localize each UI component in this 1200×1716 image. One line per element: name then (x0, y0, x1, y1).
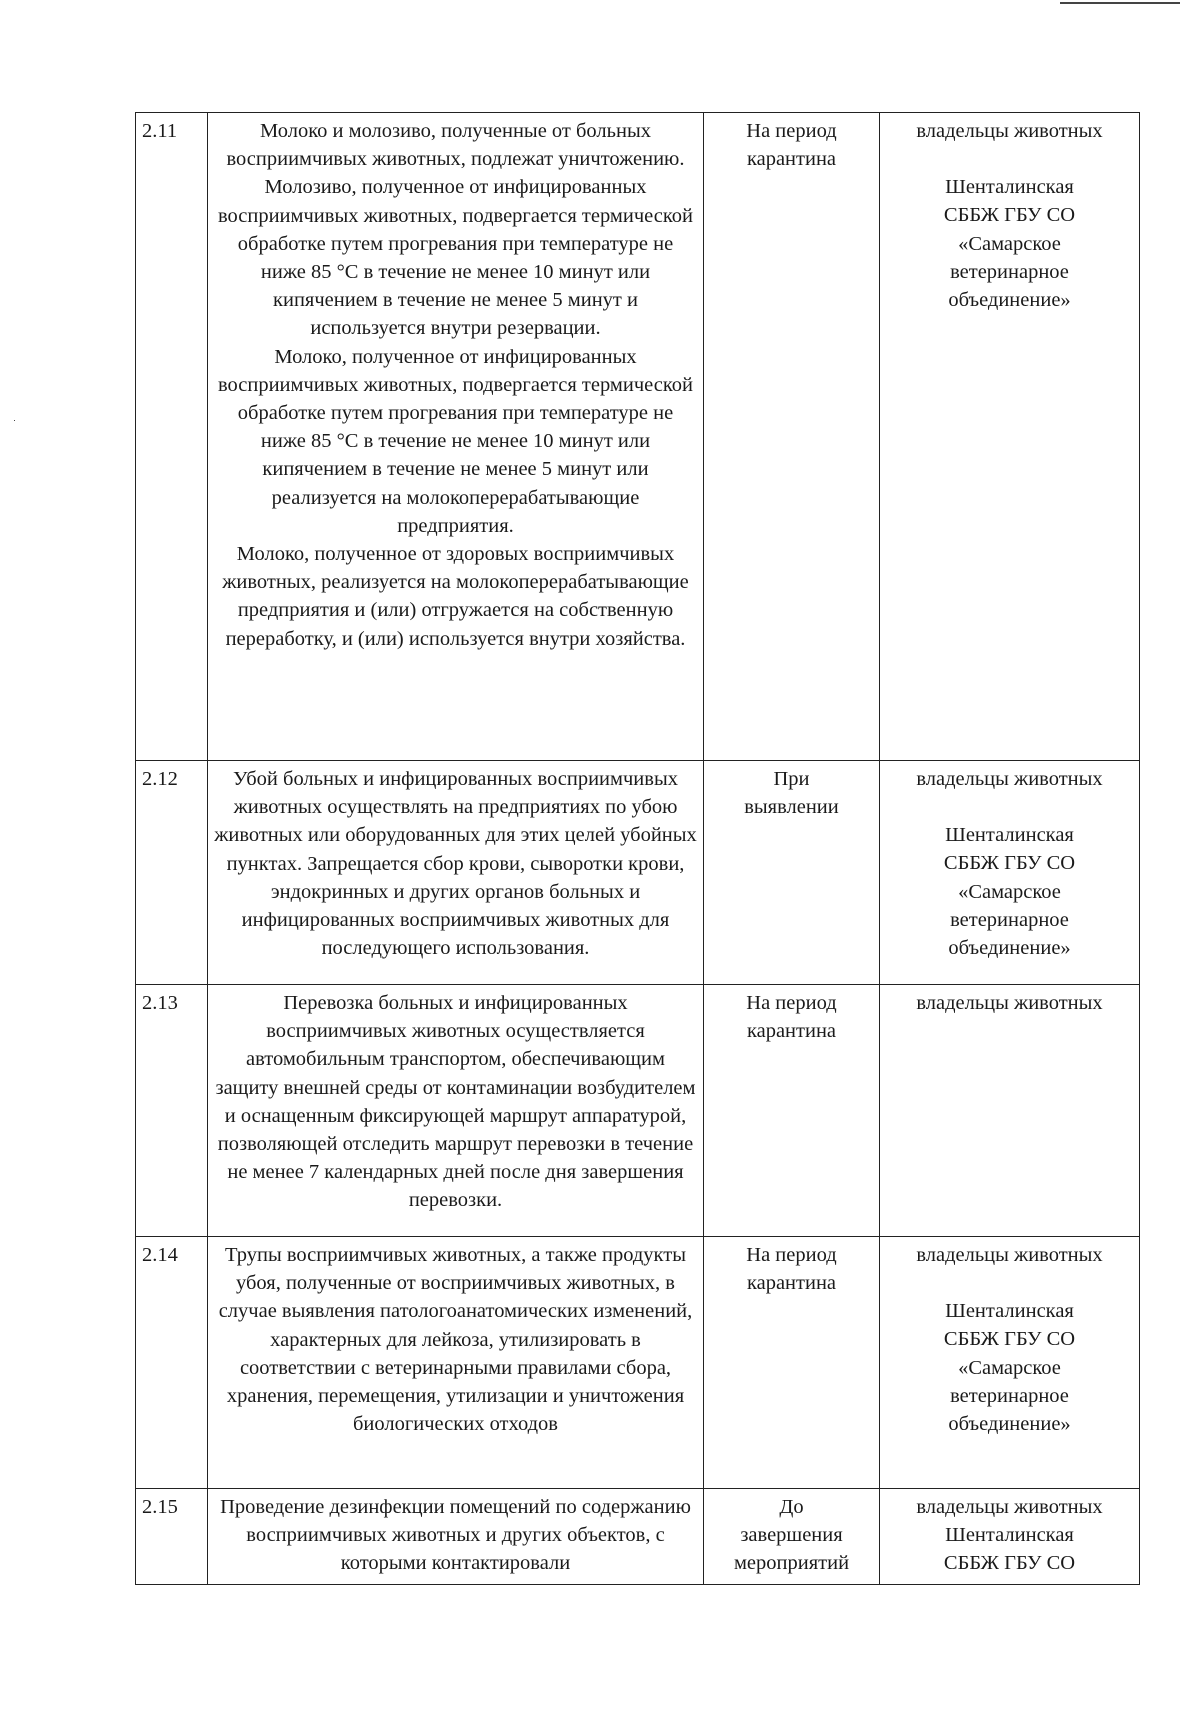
item-responsible (880, 985, 1140, 1237)
term-line: карантина (746, 1020, 837, 1043)
item-description (208, 985, 704, 1237)
description-paragraph: Проведение дезинфекции помещений по содержанию восприимчивых животных и других объектов, с которыми контактировали (220, 1496, 691, 1575)
item-responsible (880, 1489, 1140, 1585)
item-responsible (880, 1237, 1140, 1489)
table-row (136, 985, 1140, 1237)
responsible-owner: владельцы животных (916, 1244, 1103, 1266)
table-row (136, 1489, 1140, 1585)
description-paragraph: Молоко, полученное от инфицированных восприимчивых животных, подвергается термической обработке путем прогревания при температуре не ниже 85 °С в течение не менее 10 минут или кипячением в течение не менее 5 минут или реализуется на молокоперерабатывающие предприятия. (217, 345, 694, 537)
item-term (704, 113, 880, 761)
table-row (136, 761, 1140, 985)
responsible-owner: владельцы животных (916, 992, 1103, 1014)
item-description (208, 1237, 704, 1489)
term-line: На период (746, 1244, 837, 1266)
term-line: На период (746, 120, 837, 142)
description-paragraph: Молоко и молозиво, полученные от больных восприимчивых животных, подлежат уничтожению. Молозиво, полученное от инфицированных восприимчивых животных, подвергается термической обработке путем прогревания при температуре не ниже 85 °С в течение не менее 10 минут или кипячением в течение не менее 5 минут и используется внутри резервации. (217, 120, 694, 340)
responsible-org-line: СББЖ ГБУ СО (943, 204, 1076, 227)
responsible-org-line: объединение» (948, 289, 1071, 312)
spacer (886, 793, 1133, 821)
item-number: 2.15 (136, 1489, 208, 1585)
responsible-org-line: «Самарское (958, 880, 1061, 903)
responsible-org-line: Шенталинская (945, 824, 1074, 847)
table-row (136, 1237, 1140, 1489)
responsible-org-line: СББЖ ГБУ СО (943, 1328, 1076, 1351)
item-description (208, 1489, 704, 1585)
responsible-org-line: объединение» (948, 937, 1071, 960)
term-line: До (779, 1496, 804, 1518)
measures-table (135, 112, 1140, 1585)
item-number: 2.13 (136, 985, 208, 1237)
item-description (208, 113, 704, 761)
responsible-org-line: ветеринарное (950, 908, 1069, 931)
scan-mark (14, 420, 15, 421)
responsible-owner: владельцы животных (916, 120, 1103, 142)
responsible-owner: владельцы животных (916, 768, 1103, 790)
item-responsible (880, 113, 1140, 761)
responsible-org-line: ветеринарное (950, 1384, 1069, 1407)
item-term (704, 985, 880, 1237)
responsible-org-line: «Самарское (958, 232, 1061, 255)
responsible-org-line: Шенталинская (945, 1524, 1074, 1547)
term-line: При (773, 768, 810, 790)
responsible-org-line: объединение» (948, 1413, 1071, 1436)
item-number: 2.12 (136, 761, 208, 985)
responsible-org-line: Шенталинская (945, 176, 1074, 199)
term-line: мероприятий (733, 1552, 850, 1575)
item-responsible (880, 761, 1140, 985)
term-line: карантина (746, 1272, 837, 1295)
item-description (208, 761, 704, 985)
description-paragraph: Перевозка больных и инфицированных восприимчивых животных осуществляется автомобильным транспортом, обеспечивающим защиту внешней среды от контаминации возбудителем и оснащенным фиксирующей маршрут аппаратурой, позволяющей отследить маршрут перевозки в течение не менее 7 календарных дней после дня завершения перевозки. (215, 992, 696, 1212)
responsible-org-line: ветеринарное (950, 260, 1069, 283)
item-number: 2.11 (136, 113, 208, 761)
term-line: карантина (746, 148, 837, 171)
spacer (886, 145, 1133, 173)
responsible-org-line: Шенталинская (945, 1300, 1074, 1323)
description-paragraph: Трупы восприимчивых животных, а также продукты убоя, полученные от восприимчивых животных, в случае выявления патологоанатомических изменений, характерных для лейкоза, утилизировать в соответствии с ветеринарными правилами сбора, хранения, перемещения, утилизации и уничтожения биологических отходов (218, 1244, 693, 1436)
responsible-org-line: СББЖ ГБУ СО (943, 852, 1076, 875)
item-term (704, 1237, 880, 1489)
item-term (704, 1489, 880, 1585)
term-line: выявлении (744, 796, 839, 819)
item-term (704, 761, 880, 985)
description-paragraph: Молоко, полученное от здоровых восприимчивых животных, реализуется на молокоперерабатывающие предприятия и (или) отгружается на собственную переработку, и (или) используется внутри хозяйства. (222, 543, 689, 650)
description-paragraph: Убой больных и инфицированных восприимчивых животных осуществлять на предприятиях по убою животных или оборудованных для этих целей убойных пунктах. Запрещается сбор крови, сыворотки крови, эндокринных и других органов больных и инфицированных восприимчивых животных для последующего использования. (214, 768, 697, 960)
responsible-owner: владельцы животных (916, 1496, 1103, 1518)
responsible-org-line: СББЖ ГБУ СО (943, 1552, 1076, 1575)
spacer (886, 1269, 1133, 1297)
term-line: завершения (740, 1524, 843, 1547)
responsible-org-line: «Самарское (958, 1356, 1061, 1379)
table-row (136, 113, 1140, 761)
item-number: 2.14 (136, 1237, 208, 1489)
term-line: На период (746, 992, 837, 1014)
scan-mark (1060, 2, 1180, 4)
